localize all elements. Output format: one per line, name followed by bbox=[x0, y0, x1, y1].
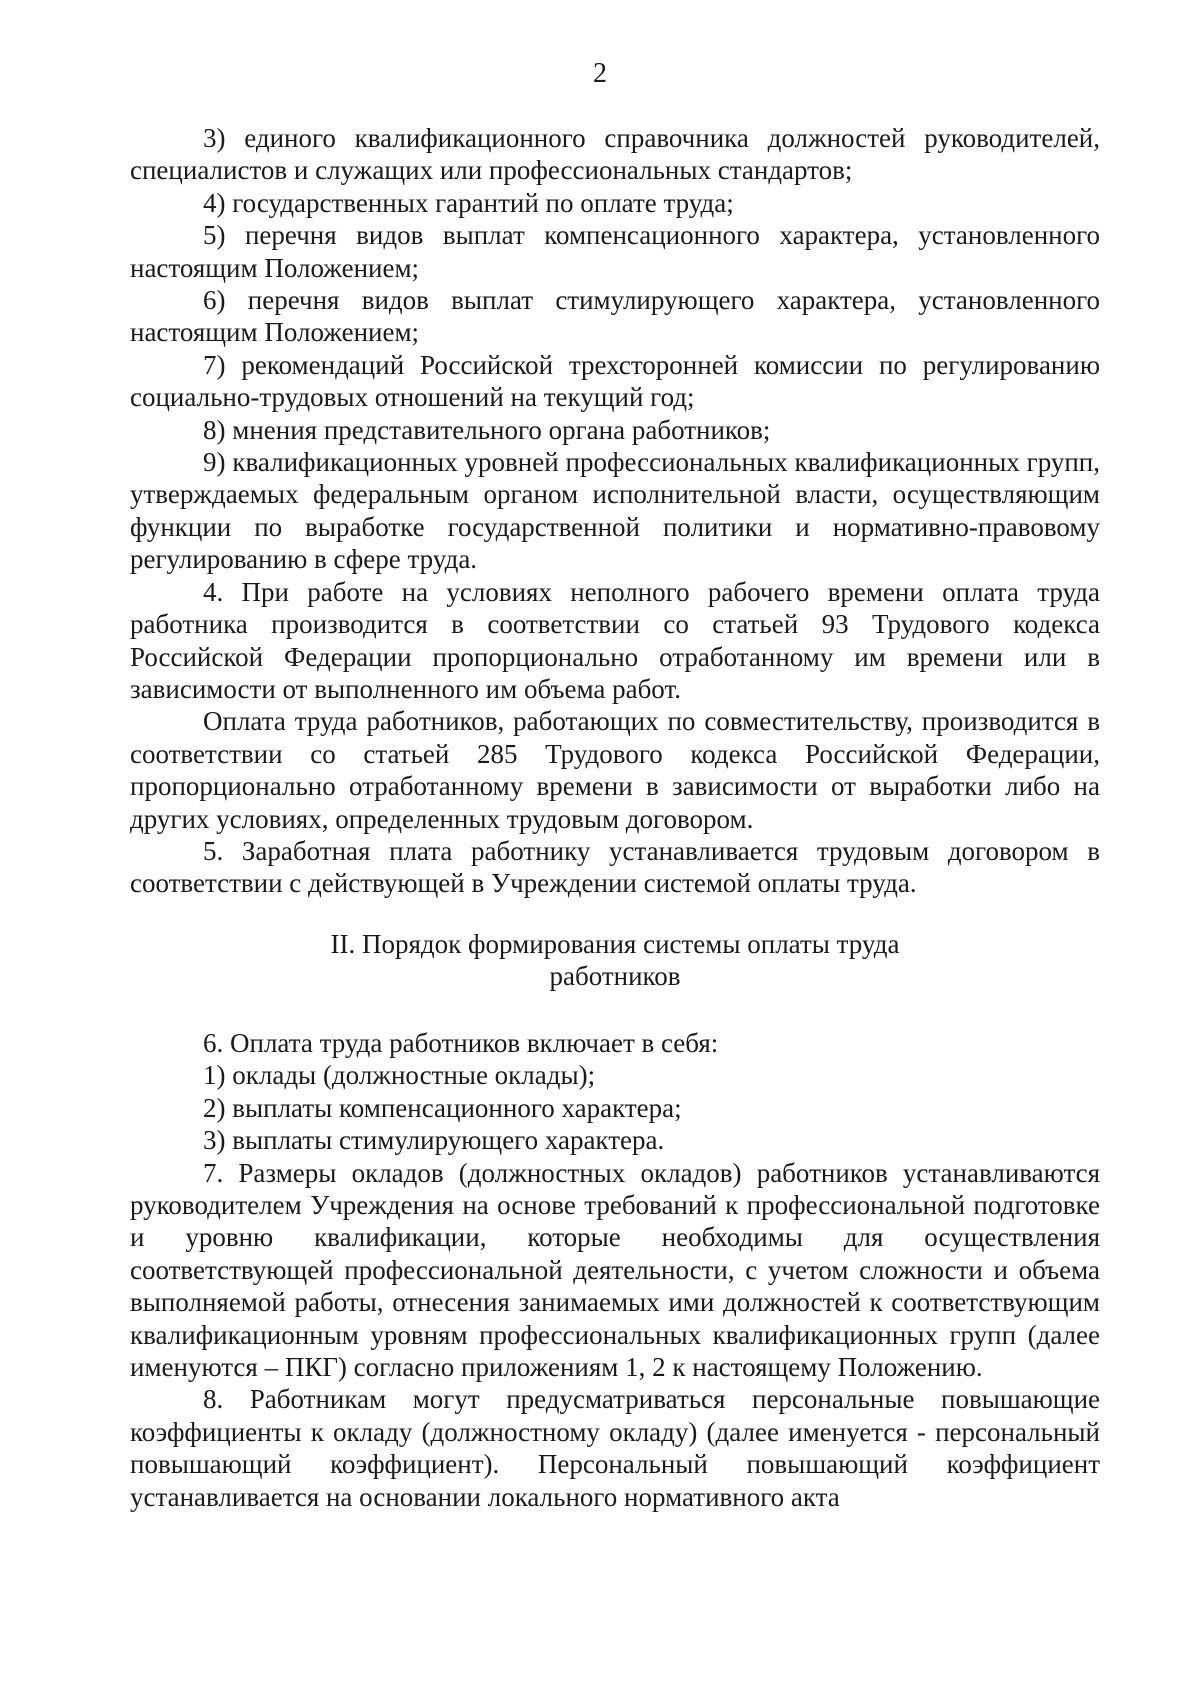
paragraph-item-6: 6) перечня видов выплат стимулирующего характера, установленного настоящим Положением; bbox=[130, 285, 1100, 348]
section-heading-line-1: II. Порядок формирования системы оплаты труда bbox=[330, 929, 900, 959]
paragraph-item-7: 7) рекомендаций Российской трехсторонней комиссии по регулированию социально-трудовых отношений на текущий год; bbox=[130, 349, 1100, 413]
paragraph-item-4: 4) государственных гарантий по оплате труда; bbox=[203, 187, 734, 218]
paragraph-subitem-2: 2) выплаты компенсационного характера; bbox=[203, 1092, 682, 1123]
paragraph-part-time: Оплата труда работников, работающих по совместительству, производится в соответствии со статьей 285 Трудового кодекса Российской Федерации, пропорционально отработанному времени в зависимости от выработки либо на других условиях, определенных трудовым договором. bbox=[130, 706, 1100, 834]
paragraph-item-3: 3) единого квалификационного справочника должностей руководителей, специалистов и служащих или профессиональных стандартов; bbox=[130, 123, 1100, 186]
paragraph-subitem-1: 1) оклады (должностные оклады); bbox=[203, 1060, 596, 1091]
paragraph-clause-6: 6. Оплата труда работников включает в себя: bbox=[203, 1028, 719, 1058]
section-heading bbox=[130, 928, 1100, 992]
paragraph-clause-5: 5. Заработная плата работнику устанавливается трудовым договором в соответствии с действующей в Учреждении системой оплаты труда. bbox=[130, 835, 1100, 899]
paragraph-item-9: 9) квалификационных уровней профессиональных квалификационных групп, утверждаемых федеральным органом исполнительной власти, осуществляющим функции по выработке государственной политики и нормативно-правовому регулированию в сфере труда. bbox=[130, 447, 1100, 575]
paragraph-clause-8: 8. Работникам могут предусматриваться персональные повышающие коэффициенты к окладу (должностному окладу) (далее именуется - персональный повышающий коэффициент). Персональный повышающий коэффициент устанавливается на основании локального нормативного акта bbox=[130, 1384, 1100, 1512]
page-number: 2 bbox=[593, 58, 607, 89]
body-text-bottom bbox=[130, 1027, 1100, 1513]
paragraph-subitem-3: 3) выплаты стимулирующего характера. bbox=[203, 1125, 665, 1156]
paragraph-item-8: 8) мнения представительного органа работников; bbox=[203, 414, 771, 445]
section-heading-line-2: работников bbox=[549, 961, 681, 991]
paragraph-item-5: 5) перечня видов выплат компенсационного характера, установленного настоящим Положением; bbox=[130, 220, 1100, 283]
body-text-top bbox=[130, 122, 1100, 900]
paragraph-clause-4: 4. При работе на условиях неполного рабочего времени оплата труда работника производится в соответствии со статьей 93 Трудового кодекса Российской Федерации пропорционально отработанному им времени или в зависимости от выполненного им объема работ. bbox=[130, 576, 1100, 704]
paragraph-clause-7: 7. Размеры окладов (должностных окладов) работников устанавливаются руководителем Учреждения на основе требований к профессиональной подготовке и уровню квалификации, которые необходимы для осуществления соответствующей профессиональной деятельности, с учетом сложности и объема выполняемой работы, отнесения занимаемых ими должностей к соответствующим квалификационным уровням профессиональных квалификационных групп (далее именуются – ПКГ) согласно приложениям 1, 2 к настоящему Положению. bbox=[130, 1157, 1100, 1383]
